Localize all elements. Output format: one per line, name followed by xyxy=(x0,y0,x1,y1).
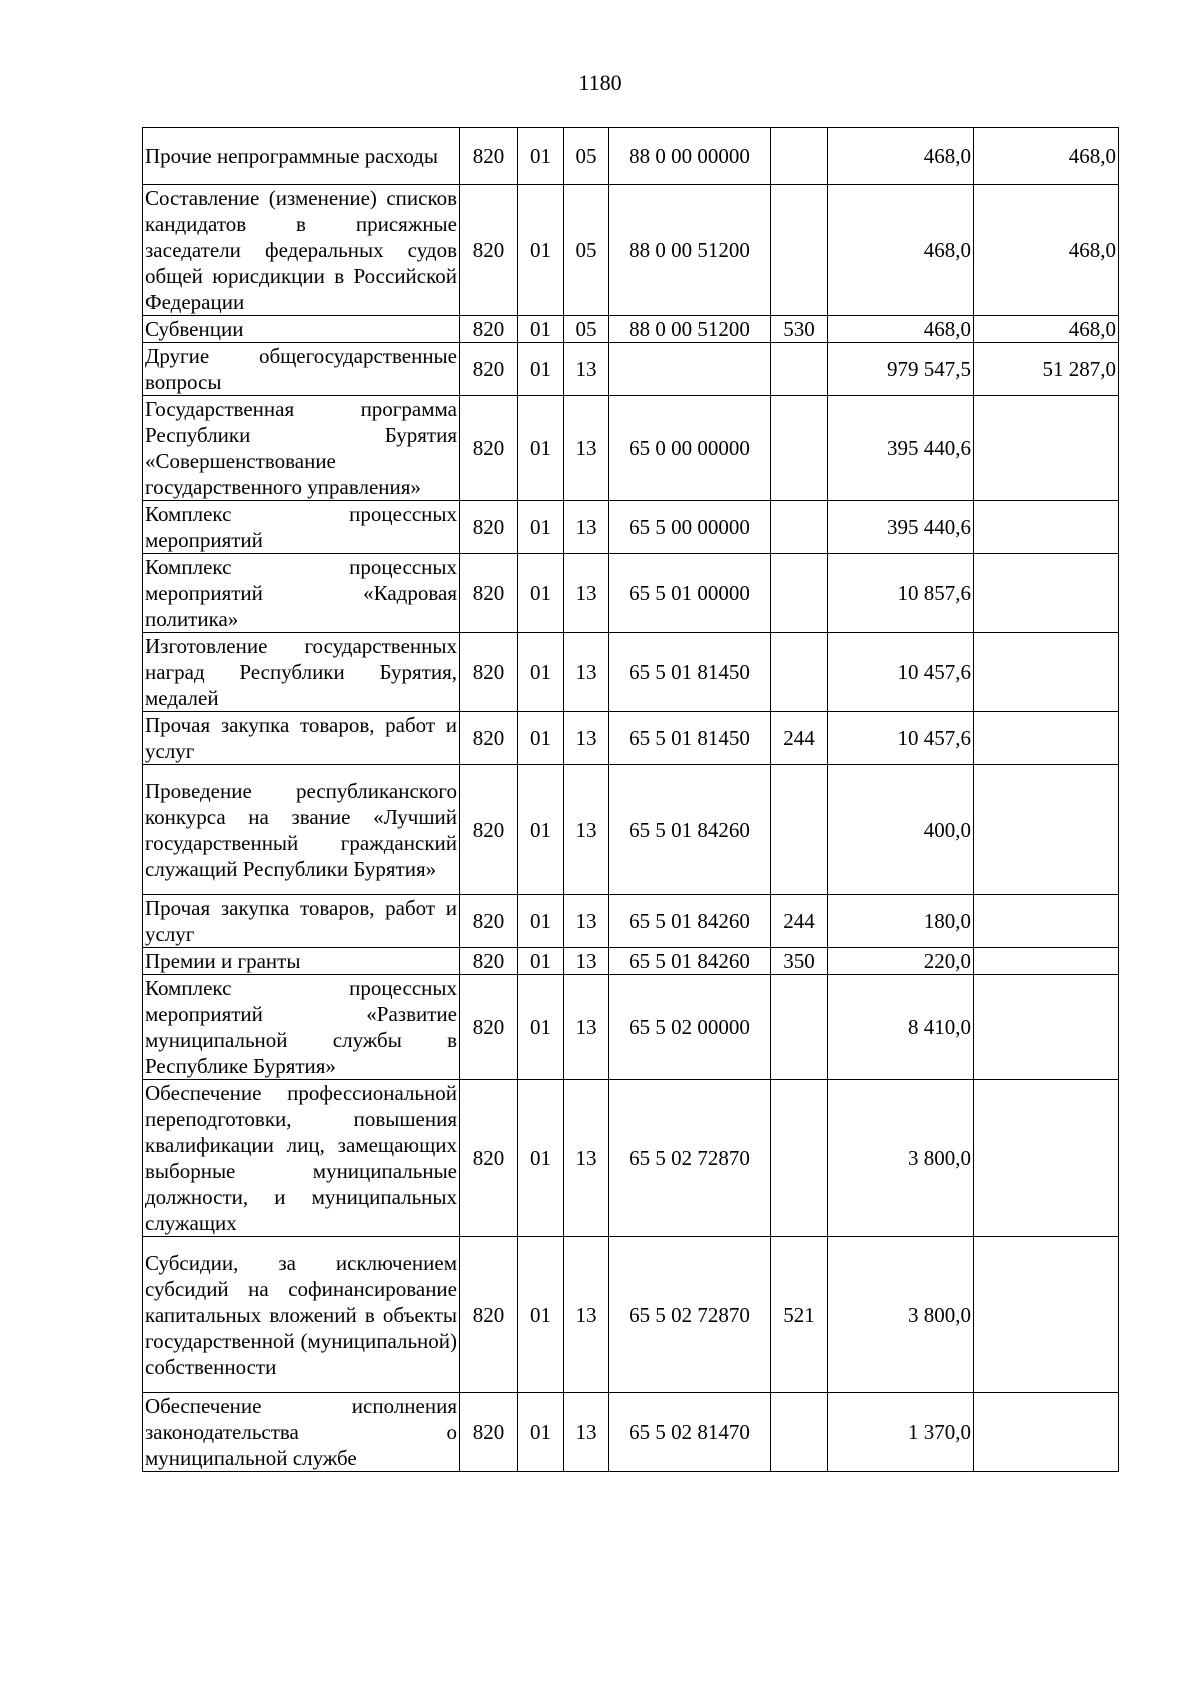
cell-sum-1: 220,0 xyxy=(828,948,974,975)
cell-sum-1: 395 440,6 xyxy=(828,501,974,554)
cell-ved: 820 xyxy=(460,895,518,948)
cell-ved: 820 xyxy=(460,343,518,396)
cell-name: Другие общегосударственные вопросы xyxy=(143,343,460,396)
cell-pr: 13 xyxy=(564,1393,609,1472)
cell-csr xyxy=(609,343,771,396)
cell-csr: 65 0 00 00000 xyxy=(609,396,771,501)
cell-rz: 01 xyxy=(518,895,564,948)
cell-csr: 88 0 00 51200 xyxy=(609,185,771,316)
cell-pr: 13 xyxy=(564,396,609,501)
cell-rz: 01 xyxy=(518,975,564,1080)
cell-rz: 01 xyxy=(518,1237,564,1393)
cell-vr: 244 xyxy=(771,895,828,948)
table-row xyxy=(143,765,1119,895)
cell-ved: 820 xyxy=(460,948,518,975)
cell-sum-1: 468,0 xyxy=(828,185,974,316)
cell-rz: 01 xyxy=(518,316,564,343)
cell-rz: 01 xyxy=(518,396,564,501)
cell-ved: 820 xyxy=(460,1393,518,1472)
cell-sum-2 xyxy=(974,554,1119,633)
cell-sum-1: 10 457,6 xyxy=(828,633,974,712)
cell-pr: 13 xyxy=(564,343,609,396)
cell-vr xyxy=(771,128,828,185)
cell-sum-1: 468,0 xyxy=(828,316,974,343)
cell-csr: 65 5 02 81470 xyxy=(609,1393,771,1472)
cell-vr xyxy=(771,185,828,316)
cell-pr: 13 xyxy=(564,975,609,1080)
cell-csr: 88 0 00 00000 xyxy=(609,128,771,185)
cell-ved: 820 xyxy=(460,128,518,185)
cell-vr xyxy=(771,501,828,554)
cell-pr: 13 xyxy=(564,895,609,948)
table-row xyxy=(143,633,1119,712)
table-row xyxy=(143,1237,1119,1393)
cell-ved: 820 xyxy=(460,501,518,554)
cell-sum-2: 468,0 xyxy=(974,128,1119,185)
cell-vr xyxy=(771,1393,828,1472)
cell-vr xyxy=(771,343,828,396)
cell-rz: 01 xyxy=(518,501,564,554)
cell-pr: 13 xyxy=(564,765,609,895)
cell-pr: 13 xyxy=(564,948,609,975)
cell-rz: 01 xyxy=(518,554,564,633)
cell-name: Прочая закупка товаров, работ и услуг xyxy=(143,712,460,765)
table-row xyxy=(143,554,1119,633)
cell-sum-2 xyxy=(974,895,1119,948)
cell-pr: 05 xyxy=(564,185,609,316)
table-row xyxy=(143,1393,1119,1472)
cell-csr: 65 5 01 84260 xyxy=(609,895,771,948)
cell-vr xyxy=(771,975,828,1080)
cell-rz: 01 xyxy=(518,1080,564,1237)
budget-table xyxy=(142,127,1119,1472)
cell-csr: 65 5 02 72870 xyxy=(609,1237,771,1393)
cell-sum-1: 10 457,6 xyxy=(828,712,974,765)
cell-pr: 13 xyxy=(564,712,609,765)
cell-rz: 01 xyxy=(518,343,564,396)
cell-ved: 820 xyxy=(460,765,518,895)
cell-rz: 01 xyxy=(518,633,564,712)
cell-sum-2 xyxy=(974,633,1119,712)
cell-ved: 820 xyxy=(460,185,518,316)
table-body xyxy=(143,128,1119,1472)
cell-name: Комплекс процессных мероприятий xyxy=(143,501,460,554)
cell-sum-1: 1 370,0 xyxy=(828,1393,974,1472)
cell-name: Субвенции xyxy=(143,316,460,343)
cell-csr: 65 5 01 00000 xyxy=(609,554,771,633)
cell-vr: 521 xyxy=(771,1237,828,1393)
cell-sum-1: 468,0 xyxy=(828,128,974,185)
cell-sum-2: 51 287,0 xyxy=(974,343,1119,396)
cell-sum-2 xyxy=(974,712,1119,765)
cell-sum-1: 979 547,5 xyxy=(828,343,974,396)
cell-name: Составление (изменение) списков кандидатов в присяжные заседатели федеральных судов общей юрисдикции в Российской Федерации xyxy=(143,185,460,316)
cell-name: Премии и гранты xyxy=(143,948,460,975)
cell-pr: 13 xyxy=(564,554,609,633)
table-row xyxy=(143,712,1119,765)
cell-pr: 13 xyxy=(564,633,609,712)
cell-vr xyxy=(771,554,828,633)
table-row xyxy=(143,948,1119,975)
cell-ved: 820 xyxy=(460,975,518,1080)
table-row xyxy=(143,895,1119,948)
cell-sum-1: 395 440,6 xyxy=(828,396,974,501)
cell-ved: 820 xyxy=(460,633,518,712)
cell-ved: 820 xyxy=(460,1237,518,1393)
cell-pr: 13 xyxy=(564,501,609,554)
cell-sum-1: 400,0 xyxy=(828,765,974,895)
cell-vr xyxy=(771,765,828,895)
cell-sum-1: 180,0 xyxy=(828,895,974,948)
cell-csr: 88 0 00 51200 xyxy=(609,316,771,343)
cell-name: Государственная программа Республики Бурятия «Совершенствование государственного управления» xyxy=(143,396,460,501)
table-row xyxy=(143,343,1119,396)
cell-ved: 820 xyxy=(460,554,518,633)
table-row xyxy=(143,975,1119,1080)
cell-sum-2 xyxy=(974,975,1119,1080)
cell-sum-2 xyxy=(974,1237,1119,1393)
cell-sum-1: 8 410,0 xyxy=(828,975,974,1080)
cell-csr: 65 5 02 72870 xyxy=(609,1080,771,1237)
cell-sum-2 xyxy=(974,396,1119,501)
cell-csr: 65 5 02 00000 xyxy=(609,975,771,1080)
cell-sum-1: 3 800,0 xyxy=(828,1237,974,1393)
cell-sum-1: 3 800,0 xyxy=(828,1080,974,1237)
cell-sum-2: 468,0 xyxy=(974,316,1119,343)
cell-ved: 820 xyxy=(460,1080,518,1237)
cell-name: Прочие непрограммные расходы xyxy=(143,128,460,185)
cell-csr: 65 5 01 84260 xyxy=(609,765,771,895)
cell-csr: 65 5 01 81450 xyxy=(609,633,771,712)
cell-sum-2 xyxy=(974,948,1119,975)
cell-rz: 01 xyxy=(518,1393,564,1472)
cell-name: Прочая закупка товаров, работ и услуг xyxy=(143,895,460,948)
table-row xyxy=(143,185,1119,316)
cell-name: Изготовление государственных наград Республики Бурятия, медалей xyxy=(143,633,460,712)
page-number: 1180 xyxy=(578,70,622,95)
cell-name: Субсидии, за исключением субсидий на софинансирование капитальных вложений в объекты государственной (муниципальной) собственности xyxy=(143,1237,460,1393)
cell-ved: 820 xyxy=(460,396,518,501)
table-row xyxy=(143,1080,1119,1237)
table-row xyxy=(143,128,1119,185)
cell-vr xyxy=(771,633,828,712)
cell-sum-2 xyxy=(974,1393,1119,1472)
cell-ved: 820 xyxy=(460,712,518,765)
cell-name: Комплекс процессных мероприятий «Кадровая политика» xyxy=(143,554,460,633)
cell-sum-2 xyxy=(974,765,1119,895)
cell-pr: 13 xyxy=(564,1080,609,1237)
cell-vr: 530 xyxy=(771,316,828,343)
cell-rz: 01 xyxy=(518,948,564,975)
table-row xyxy=(143,316,1119,343)
cell-csr: 65 5 00 00000 xyxy=(609,501,771,554)
cell-vr: 244 xyxy=(771,712,828,765)
cell-csr: 65 5 01 81450 xyxy=(609,712,771,765)
cell-vr xyxy=(771,396,828,501)
cell-vr xyxy=(771,1080,828,1237)
cell-csr: 65 5 01 84260 xyxy=(609,948,771,975)
cell-rz: 01 xyxy=(518,128,564,185)
cell-ved: 820 xyxy=(460,316,518,343)
cell-vr: 350 xyxy=(771,948,828,975)
cell-pr: 13 xyxy=(564,1237,609,1393)
cell-name: Проведение республиканского конкурса на звание «Лучший государственный гражданский служащий Республики Бурятия» xyxy=(143,765,460,895)
cell-pr: 05 xyxy=(564,128,609,185)
cell-rz: 01 xyxy=(518,712,564,765)
cell-sum-2 xyxy=(974,501,1119,554)
cell-rz: 01 xyxy=(518,765,564,895)
table-row xyxy=(143,501,1119,554)
cell-pr: 05 xyxy=(564,316,609,343)
cell-sum-1: 10 857,6 xyxy=(828,554,974,633)
cell-sum-2 xyxy=(974,1080,1119,1237)
cell-name: Обеспечение исполнения законодательства о муниципальной службе xyxy=(143,1393,460,1472)
cell-name: Комплекс процессных мероприятий «Развитие муниципальной службы в Республике Бурятия» xyxy=(143,975,460,1080)
cell-name: Обеспечение профессиональной переподготовки, повышения квалификации лиц, замещающих выборные муниципальные должности, и муниципальных служащих xyxy=(143,1080,460,1237)
cell-sum-2: 468,0 xyxy=(974,185,1119,316)
cell-rz: 01 xyxy=(518,185,564,316)
table-row xyxy=(143,396,1119,501)
